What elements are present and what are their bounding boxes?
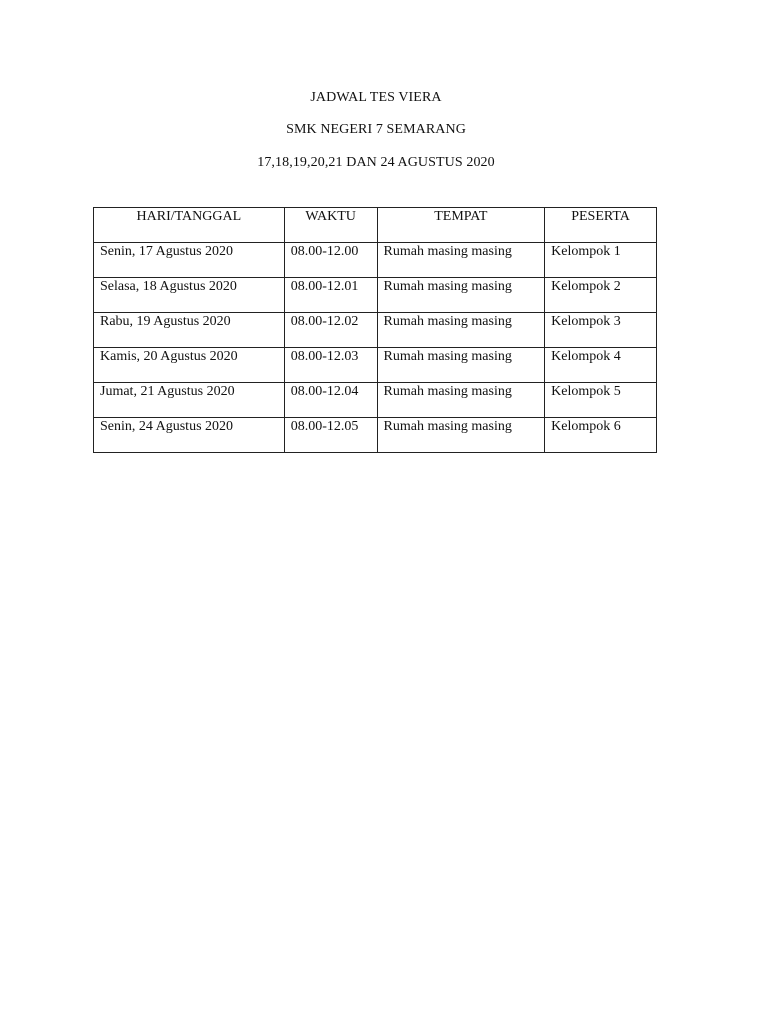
cell-hari-tanggal: Selasa, 18 Agustus 2020 <box>94 278 285 313</box>
cell-tempat: Rumah masing masing <box>377 243 545 278</box>
cell-tempat: Rumah masing masing <box>377 418 545 453</box>
cell-hari-tanggal: Senin, 24 Agustus 2020 <box>94 418 285 453</box>
schedule-dates: 17,18,19,20,21 DAN 24 AGUSTUS 2020 <box>257 155 495 170</box>
header-tempat: TEMPAT <box>377 208 545 243</box>
cell-hari-tanggal: Kamis, 20 Agustus 2020 <box>94 348 285 383</box>
schedule-table <box>93 207 657 453</box>
header-waktu: WAKTU <box>284 208 377 243</box>
cell-waktu: 08.00-12.04 <box>284 383 377 418</box>
cell-waktu: 08.00-12.00 <box>284 243 377 278</box>
cell-peserta: Kelompok 1 <box>545 243 657 278</box>
cell-waktu: 08.00-12.05 <box>284 418 377 453</box>
cell-peserta: Kelompok 4 <box>545 348 657 383</box>
cell-hari-tanggal: Rabu, 19 Agustus 2020 <box>94 313 285 348</box>
cell-tempat: Rumah masing masing <box>377 383 545 418</box>
table-row <box>94 278 657 313</box>
cell-hari-tanggal: Senin, 17 Agustus 2020 <box>94 243 285 278</box>
header-hari-tanggal: HARI/TANGGAL <box>94 208 285 243</box>
cell-tempat: Rumah masing masing <box>377 348 545 383</box>
cell-peserta: Kelompok 3 <box>545 313 657 348</box>
cell-peserta: Kelompok 2 <box>545 278 657 313</box>
cell-tempat: Rumah masing masing <box>377 313 545 348</box>
cell-waktu: 08.00-12.02 <box>284 313 377 348</box>
table-header-row <box>94 208 657 243</box>
cell-peserta: Kelompok 6 <box>545 418 657 453</box>
cell-peserta: Kelompok 5 <box>545 383 657 418</box>
cell-hari-tanggal: Jumat, 21 Agustus 2020 <box>94 383 285 418</box>
header-peserta: PESERTA <box>545 208 657 243</box>
table-row <box>94 383 657 418</box>
table-row <box>94 313 657 348</box>
school-name: SMK NEGERI 7 SEMARANG <box>286 122 466 137</box>
cell-waktu: 08.00-12.01 <box>284 278 377 313</box>
table-row <box>94 348 657 383</box>
cell-tempat: Rumah masing masing <box>377 278 545 313</box>
table-row <box>94 418 657 453</box>
document-title: JADWAL TES VIERA <box>310 90 442 105</box>
table-row <box>94 243 657 278</box>
cell-waktu: 08.00-12.03 <box>284 348 377 383</box>
